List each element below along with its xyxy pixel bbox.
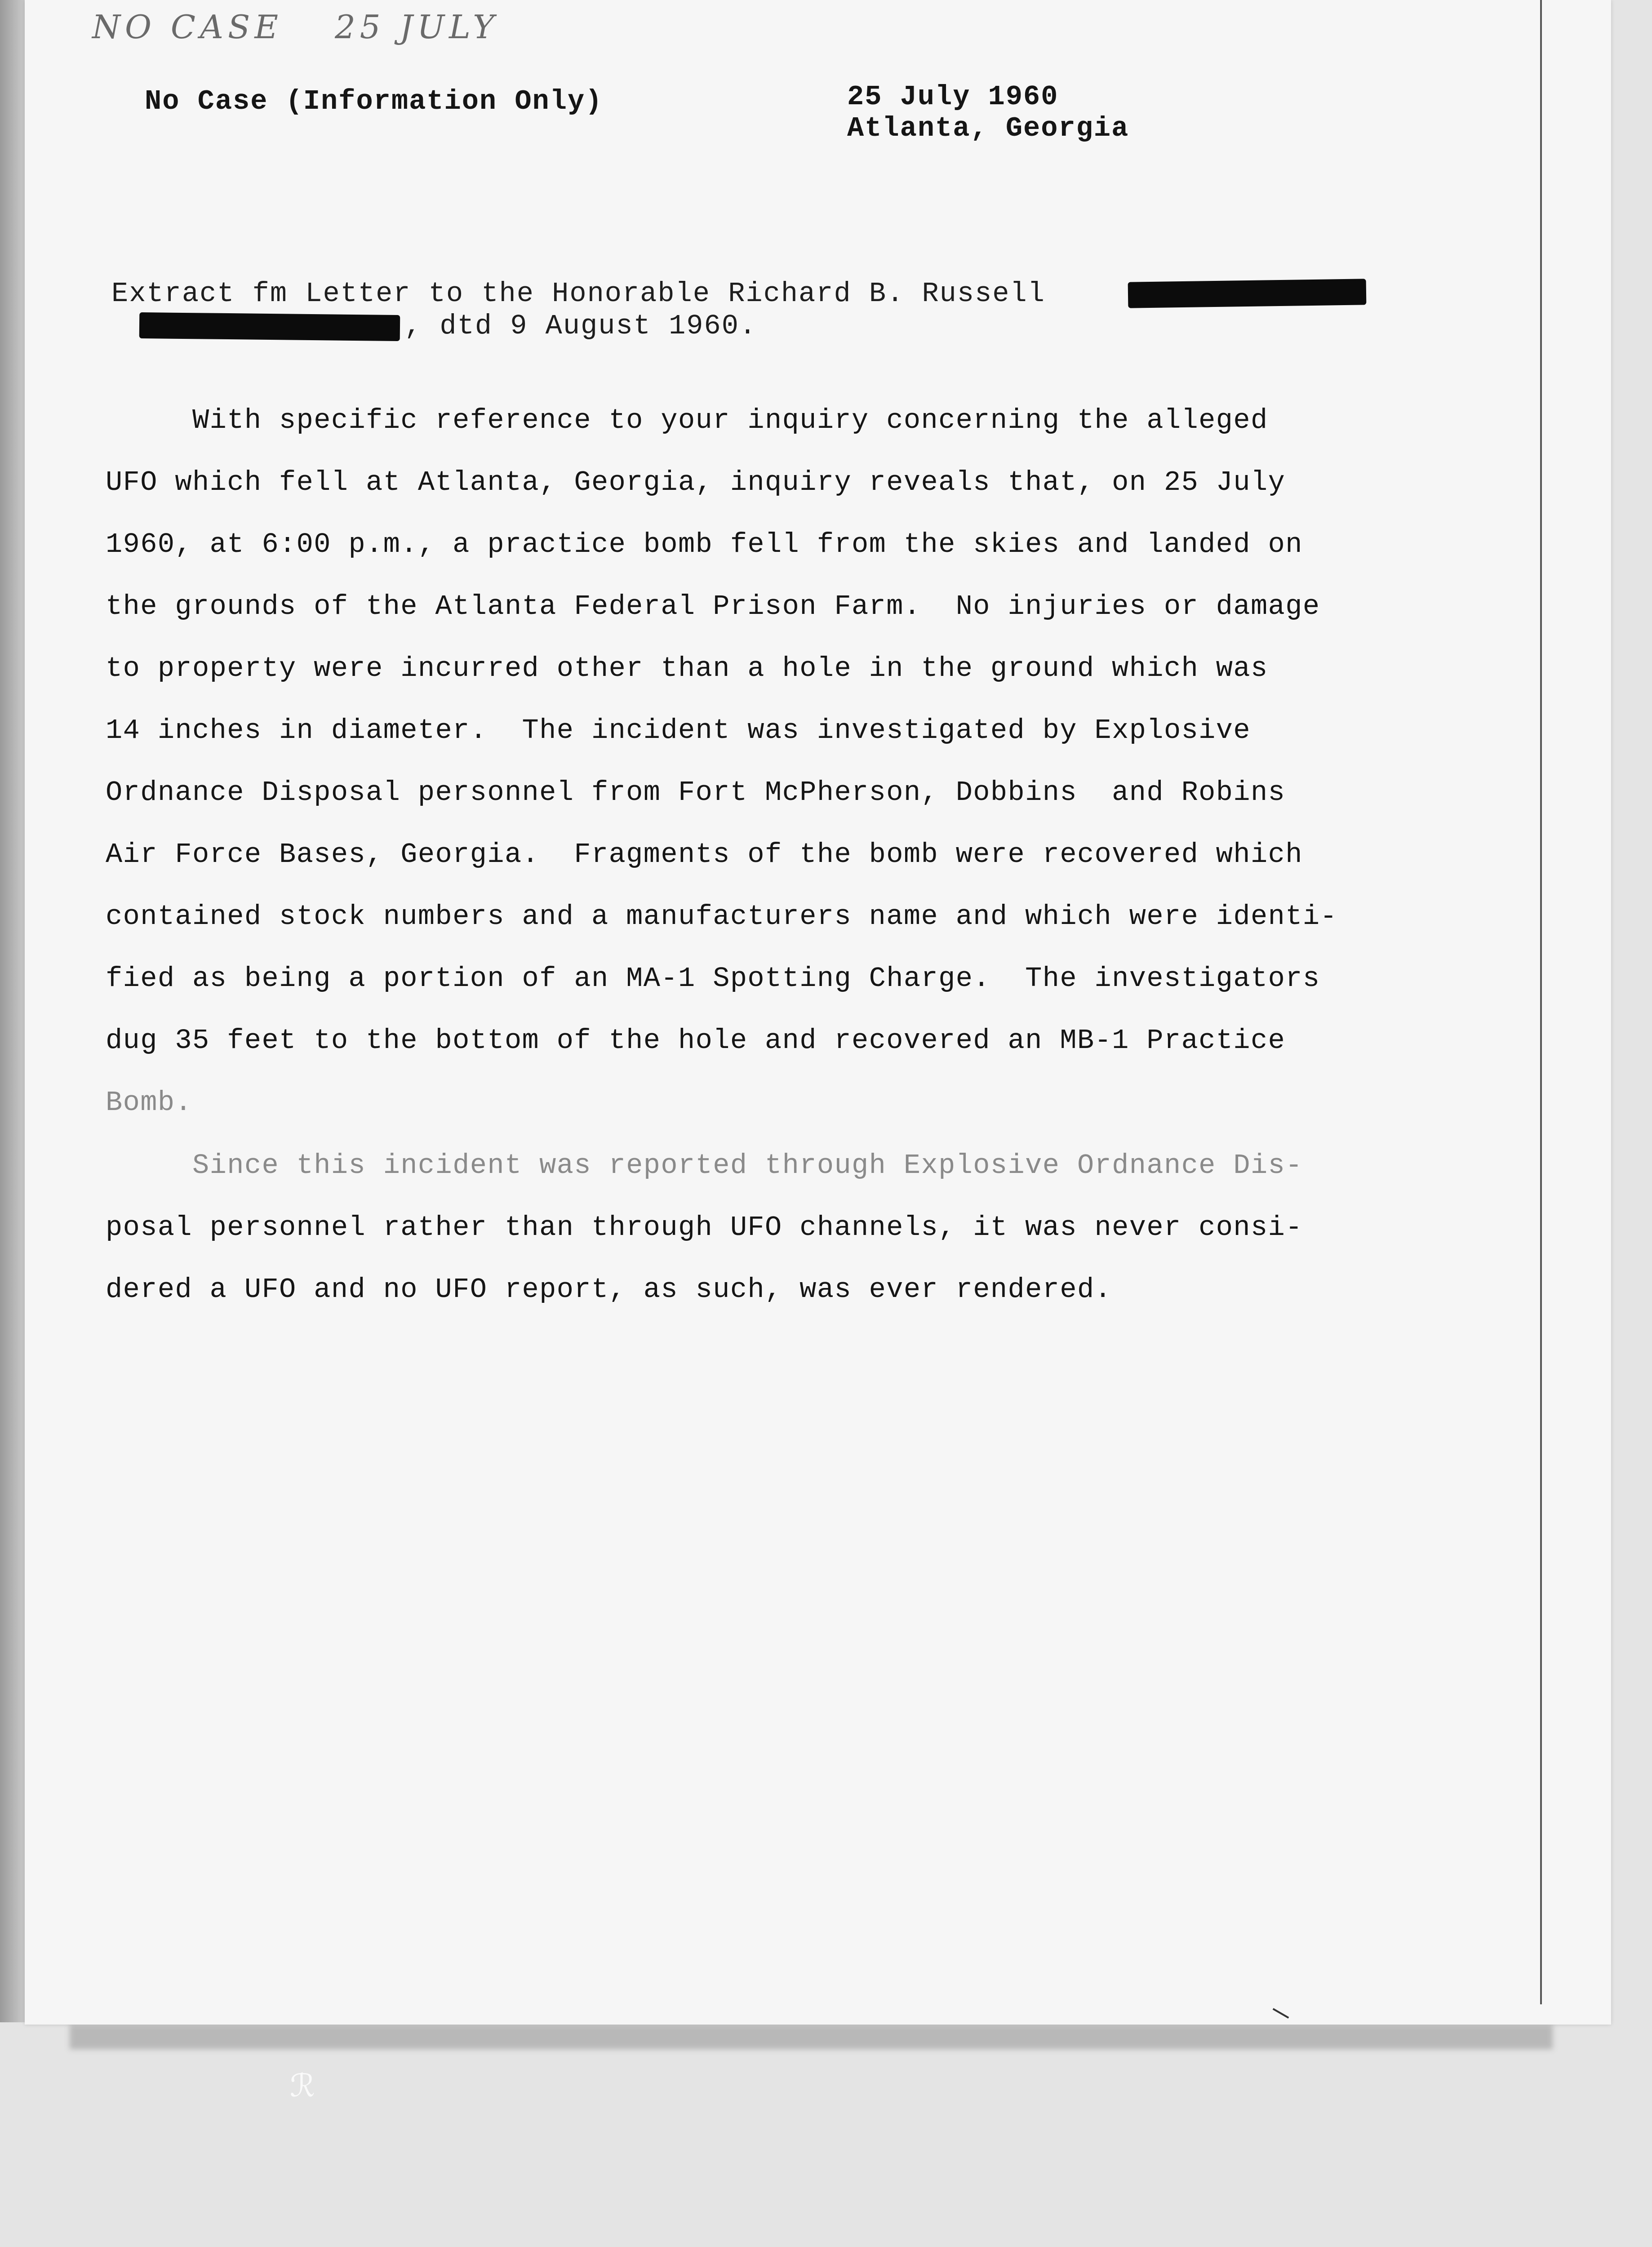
extract-heading-line-1: Extract fm Letter to the Honorable Richard B. Russell [111,278,1045,310]
page-shadow [70,2025,1553,2049]
body-text-line: fied as being a portion of an MA-1 Spotting Charge. The investigators [106,963,1320,995]
body-text-line: posal personnel rather than through UFO channels, it was never consi- [106,1212,1303,1243]
body-text-line: Bomb. [106,1087,193,1119]
body-text-line: With specific reference to your inquiry concerning the alleged [106,404,1268,436]
body-text-line: 1960, at 6:00 p.m., a practice bomb fell from the skies and landed on [106,528,1303,560]
document-date: 25 July 1960 [847,81,1059,113]
scan-edge [0,0,27,2022]
handwritten-note-date: 25 JULY [335,8,499,46]
case-label: No Case (Information Only) [145,85,603,117]
body-text-line: UFO which fell at Atlanta, Georgia, inquiry reveals that, on 25 July [106,466,1286,498]
scan-artifact: ℛ [290,2067,315,2104]
handwritten-note-case: NO CASE [92,8,283,46]
body-text-line: the grounds of the Atlanta Federal Prison Farm. No injuries or damage [106,591,1320,622]
body-text-line: to property were incurred other than a hole in the ground which was [106,653,1268,684]
body-text-line: Since this incident was reported through Explosive Ordnance Dis- [106,1150,1303,1181]
body-text-line: dered a UFO and no UFO report, as such, was ever rendered. [106,1274,1112,1306]
body-text-line: contained stock numbers and a manufacturers name and which were identi- [106,901,1338,933]
body-text-line: Air Force Bases, Georgia. Fragments of the bomb were recovered which [106,839,1303,870]
body-text-line: 14 inches in diameter. The incident was investigated by Explosive [106,715,1251,746]
redaction-bar [1128,279,1367,308]
body-text-line: Ordnance Disposal personnel from Fort McPherson, Dobbins and Robins [106,777,1286,808]
redaction-bar [139,312,400,341]
page-edge-rule [1540,0,1542,2004]
body-text-line: dug 35 feet to the bottom of the hole and recovered an MB-1 Practice [106,1025,1286,1057]
extract-heading-line-2: , dtd 9 August 1960. [404,310,757,342]
document-place: Atlanta, Georgia [847,112,1129,144]
